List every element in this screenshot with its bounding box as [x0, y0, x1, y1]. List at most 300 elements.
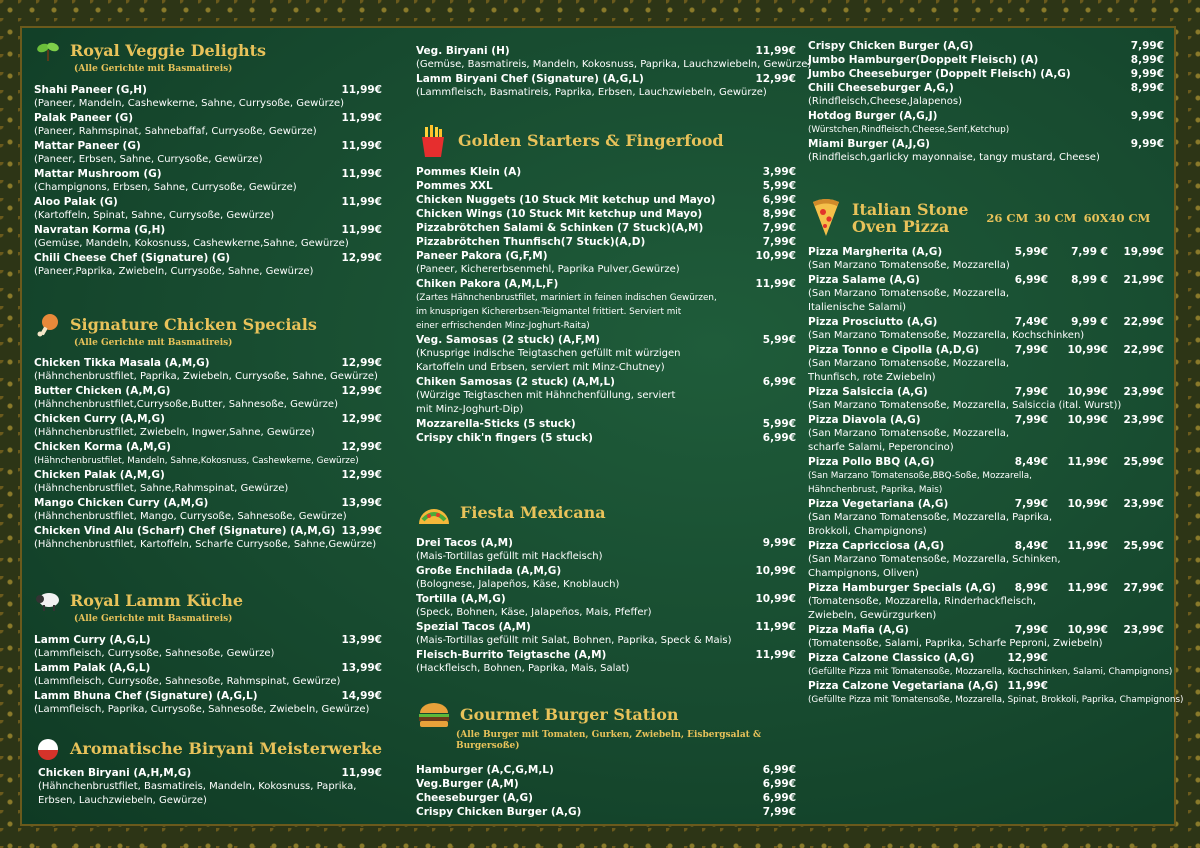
pizza-item [808, 539, 1164, 553]
pizza-item [808, 343, 1164, 357]
item-price: 9,99€ [1130, 68, 1164, 80]
price-60x40cm: 23,99€ [1123, 414, 1164, 426]
item-name: Spezial Tacos (A,M) [416, 621, 531, 633]
item-name: Crispy Chicken Burger (A,G) [416, 806, 582, 818]
menu-item [34, 633, 382, 647]
size-26cm: 26 CM [986, 211, 1029, 225]
item-price: 11,99€ [341, 84, 382, 96]
item-description: Zwiebeln, Gewürzgurken) [808, 610, 937, 621]
menu-item [34, 496, 382, 510]
item-description: (San Marzano Tomatensoße, Mozzarella) [808, 260, 1010, 271]
section-title: Fiesta Mexicana [460, 503, 606, 522]
item-description: (Hähnchenbrustfilet, Basmatireis, Mandeln, Kokosnuss, Paprika, [38, 781, 357, 792]
menu-item [416, 777, 796, 791]
item-name: Pizza Salsiccia (A,G) [808, 386, 928, 398]
item-price: 13,99€ [341, 525, 382, 537]
item-name: Chili Cheeseburger A,G,) [808, 82, 954, 94]
item-description: (San Marzano Tomatensoße, Mozzarella, [808, 288, 1009, 299]
item-description: Kartoffeln und Erbsen, serviert mit Minz-Chutney) [416, 362, 665, 373]
item-description: (Zartes Hähnchenbrustfilet, mariniert in feinen indischen Gewürzen, [416, 293, 717, 303]
item-description: (Mais-Tortillas gefüllt mit Hackfleisch) [416, 551, 603, 562]
item-description: (Kartoffeln, Spinat, Sahne, Currysoße, Gewürze) [34, 210, 275, 221]
menu-item [34, 384, 382, 398]
menu-item [416, 620, 796, 634]
price-26cm: 7,99€ [1014, 498, 1048, 510]
item-price: 6,99€ [762, 764, 796, 776]
menu-item [416, 791, 796, 805]
item-description: Erbsen, Lauchzwiebeln, Gewürze) [38, 795, 207, 806]
section-title: Royal Lamm Küche [70, 591, 244, 610]
price-30cm: 11,99€ [1067, 582, 1108, 594]
item-description: (Rindfleisch,Cheese,Jalapenos) [808, 96, 962, 107]
item-description: (Knusprige indische Teigtaschen gefüllt mit würzigen [416, 348, 681, 359]
price-30cm: 9,99 € [1071, 316, 1108, 328]
menu-item [416, 333, 796, 347]
price-30cm: 10,99€ [1067, 624, 1108, 636]
price-26cm: 8,99€ [1014, 582, 1048, 594]
item-description: (San Marzano Tomatensoße, Mozzarella, Salsiccia (ital. Wurst)) [808, 400, 1122, 411]
item-name: Pizza Vegetariana (A,G) [808, 498, 949, 510]
price-60x40cm [1108, 679, 1164, 693]
item-price: 11,99€ [341, 767, 382, 779]
price-60x40cm: 21,99€ [1123, 274, 1164, 286]
item-description: (Paneer, Mandeln, Cashewkerne, Sahne, Currysoße, Gewürze) [34, 98, 345, 109]
item-name: Pizza Pollo BBQ (A,G) [808, 456, 935, 468]
taco-icon [416, 498, 452, 528]
item-price: 3,99€ [762, 166, 796, 178]
item-name: Veg. Biryani (H) [416, 45, 510, 57]
item-price: 7,99€ [1130, 40, 1164, 52]
menu-item [416, 592, 796, 606]
size-60x40cm: 60X40 CM [1083, 211, 1151, 225]
size-30cm: 30 CM [1034, 211, 1077, 225]
section-title: Signature Chicken Specials [70, 315, 317, 334]
item-description: (Tomatensoße, Salami, Paprika, Scharfe Peproni, Zwiebeln) [808, 638, 1103, 649]
item-description: (Hähnchenbrustfilet, Kartoffeln, Scharfe Currysoße, Sahne,Gewürze) [34, 539, 377, 550]
price-30cm: 10,99€ [1067, 344, 1108, 356]
item-description: Brokkoli, Champignons) [808, 526, 927, 537]
section-title-line2: Oven Pizza [852, 217, 950, 236]
menu-item [416, 249, 796, 263]
item-name: Chiken Samosas (2 stuck) (A,M,L) [416, 376, 615, 388]
section-chicken [34, 312, 382, 552]
chicken-leg-icon [34, 312, 62, 338]
item-description: (San Marzano Tomatensoße, Mozzarella, Paprika, [808, 512, 1053, 523]
section-title: Italian Stone [852, 200, 969, 219]
item-name: Chicken Palak (A,M,G) [34, 469, 165, 481]
price-30cm: 10,99€ [1067, 414, 1108, 426]
item-description: (Champignons, Erbsen, Sahne, Currysoße, Gewürze) [34, 182, 297, 193]
item-price: 11,99€ [341, 112, 382, 124]
item-name: Chicken Korma (A,M,G) [34, 441, 171, 453]
item-name: Chili Cheese Chef (Signature) (G) [34, 252, 231, 264]
item-name: Cheeseburger (A,G) [416, 792, 533, 804]
price-60x40cm: 23,99€ [1123, 624, 1164, 636]
price-26cm: 6,99€ [1014, 274, 1048, 286]
menu-item [808, 67, 1164, 81]
item-name: Lamm Palak (A,G,L) [34, 662, 151, 674]
item-price: 8,99€ [1130, 54, 1164, 66]
item-name: Pizza Tonno e Cipolla (A,D,G) [808, 344, 980, 356]
item-name: Paneer Pakora (G,F,M) [416, 250, 548, 262]
section-title: Royal Veggie Delights [70, 41, 267, 60]
item-name: Chicken Tikka Masala (A,M,G) [34, 357, 210, 369]
item-name: Chicken Vind Alu (Scharf) Chef (Signature) (A,M,G) [34, 525, 336, 537]
item-description: Thunfisch, rote Zwiebeln) [808, 372, 936, 383]
menu-item [416, 193, 796, 207]
item-name: Pizza Calzone Classico (A,G) [808, 652, 975, 664]
item-description: (Würstchen,Rindfleisch,Cheese,Senf,Ketchup) [808, 125, 1010, 135]
item-list [416, 165, 796, 445]
item-name: Mattar Mushroom (G) [34, 168, 162, 180]
item-name: Große Enchilada (A,M,G) [416, 565, 562, 577]
item-name: Hotdog Burger (A,G,J) [808, 110, 938, 122]
price-60x40cm: 19,99€ [1123, 246, 1164, 258]
item-description: Italienische Salami) [808, 302, 907, 313]
menu-item [416, 221, 796, 235]
item-name: Pizza Margherita (A,G) [808, 246, 943, 258]
item-price: 10,99€ [755, 565, 796, 577]
item-price: 6,99€ [762, 792, 796, 804]
item-description: (Gemüse, Mandeln, Kokosnuss, Cashewkerne,Sahne, Gewürze) [34, 238, 349, 249]
item-list [34, 633, 382, 717]
item-name: Pommes Klein (A) [416, 166, 522, 178]
item-name: Crispy chik'n fingers (5 stuck) [416, 432, 593, 444]
item-list [416, 44, 812, 100]
pizza-item [808, 455, 1164, 469]
item-price: 10,99€ [755, 593, 796, 605]
section-title: Golden Starters & Fingerfood [458, 131, 724, 150]
item-price: 7,99€ [762, 236, 796, 248]
item-price: 7,99€ [762, 806, 796, 818]
menu-item [416, 165, 796, 179]
price-60x40cm: 25,99€ [1123, 540, 1164, 552]
section-burger [416, 700, 796, 819]
item-name: Pizza Salame (A,G) [808, 274, 920, 286]
item-description: (San Marzano Tomatensoße, Mozzarella, [808, 428, 1009, 439]
item-price: 11,99€ [341, 224, 382, 236]
item-name: Lamm Bhuna Chef (Signature) (A,G,L) [34, 690, 258, 702]
item-list [34, 356, 382, 552]
price-60x40cm: 27,99€ [1123, 582, 1164, 594]
price-60x40cm: 23,99€ [1123, 498, 1164, 510]
item-price: 6,99€ [762, 432, 796, 444]
price-26cm: 7,99€ [1014, 624, 1048, 636]
price-26cm: 8,49€ [1014, 456, 1048, 468]
menu-item [416, 805, 796, 819]
price-26cm: 5,99€ [1014, 246, 1048, 258]
item-name: Aloo Palak (G) [34, 196, 118, 208]
burger-icon [416, 700, 452, 730]
item-name: Chicken Curry (A,M,G) [34, 413, 165, 425]
item-list [34, 83, 382, 279]
price-26cm: 11,99€ [1007, 680, 1048, 692]
pizza-list [808, 245, 1184, 707]
item-description: (San Marzano Tomatensoße, Mozzarella, [808, 358, 1009, 369]
price-30cm [1048, 651, 1108, 665]
section-title: Aromatische Biryani Meisterwerke [70, 739, 383, 758]
item-price: 5,99€ [762, 418, 796, 430]
item-price: 13,99€ [341, 497, 382, 509]
menu-item [34, 468, 382, 482]
menu-item [34, 83, 382, 97]
pizza-item [808, 315, 1164, 329]
menu-item [416, 44, 796, 58]
section-subtitle: (Alle Gerichte mit Basmatireis) [74, 64, 233, 74]
item-name: Drei Tacos (A,M) [416, 537, 513, 549]
item-description: (Speck, Bohnen, Käse, Jalapeños, Mais, Pfeffer) [416, 607, 652, 618]
item-description: (Lammfleisch, Paprika, Currysoße, Sahnesoße, Zwiebeln, Gewürze) [34, 704, 370, 715]
section-biryani-continued [416, 44, 812, 100]
item-name: Crispy Chicken Burger (A,G) [808, 40, 974, 52]
section-subtitle: (Alle Gerichte mit Basmatireis) [74, 614, 233, 624]
item-price: 5,99€ [762, 180, 796, 192]
item-description: (Hähnchenbrustfilet,Currysoße,Butter, Sahnesoße, Gewürze) [34, 399, 338, 410]
pizza-item [808, 413, 1164, 427]
price-30cm [1048, 679, 1108, 693]
item-description: (Rindfleisch,garlicky mayonnaise, tangy mustard, Cheese) [808, 152, 1100, 163]
menu-item [34, 195, 382, 209]
item-description: (Hähnchenbrustfilet, Paprika, Zwiebeln, Currysoße, Sahne, Gewürze) [34, 371, 378, 382]
menu-item [808, 81, 1164, 95]
item-name: Miami Burger (A,J,G) [808, 138, 930, 150]
menu-item [34, 139, 382, 153]
menu-item [416, 179, 796, 193]
pizza-item [808, 385, 1164, 399]
item-name: Lamm Curry (A,G,L) [34, 634, 151, 646]
menu-item [34, 251, 382, 265]
item-name: Mattar Paneer (G) [34, 140, 141, 152]
menu-item [34, 356, 382, 370]
section-subtitle: (Alle Gerichte mit Basmatireis) [74, 338, 233, 348]
menu-item [34, 111, 382, 125]
item-name: Tortilla (A,M,G) [416, 593, 506, 605]
pizza-item [808, 651, 1164, 665]
item-description: (Hähnchenbrustfilet, Mango, Currysoße, Sahnesoße, Gewürze) [34, 511, 347, 522]
price-30cm: 11,99€ [1067, 540, 1108, 552]
item-description: im knusprigen Kichererbsen-Teigmantel frittiert. Serviert mit [416, 307, 682, 317]
item-name: Pizza Prosciutto (A,G) [808, 316, 938, 328]
item-price: 12,99€ [341, 385, 382, 397]
menu-item [416, 417, 796, 431]
item-price: 13,99€ [341, 634, 382, 646]
item-description: (Paneer, Erbsen, Sahne, Currysoße, Gewürze) [34, 154, 263, 165]
item-description: (Paneer, Kichererbsenmehl, Paprika Pulver,Gewürze) [416, 264, 680, 275]
menu-item [34, 412, 382, 426]
price-60x40cm: 23,99€ [1123, 386, 1164, 398]
price-26cm: 7,99€ [1014, 344, 1048, 356]
item-description: (Hähnchenbrustfilet, Zwiebeln, Ingwer,Sahne, Gewürze) [34, 427, 315, 438]
menu-item [34, 689, 382, 703]
item-list [416, 536, 796, 676]
item-price: 11,99€ [755, 278, 796, 290]
menu-item [416, 648, 796, 662]
menu-item [808, 137, 1164, 151]
item-name: Veg. Samosas (2 stuck) (A,F,M) [416, 334, 600, 346]
item-price: 11,99€ [755, 621, 796, 633]
item-price: 8,99€ [1130, 82, 1164, 94]
item-description: Champignons, Oliven) [808, 568, 919, 579]
item-name: Butter Chicken (A,M,G) [34, 385, 171, 397]
price-26cm: 7,99€ [1014, 414, 1048, 426]
sprout-icon [34, 38, 62, 64]
item-name: Palak Paneer (G) [34, 112, 134, 124]
item-name: Mozzarella-Sticks (5 stuck) [416, 418, 576, 430]
menu-item [808, 39, 1164, 53]
item-list [416, 763, 796, 819]
price-30cm: 10,99€ [1067, 498, 1108, 510]
item-price: 12,99€ [341, 469, 382, 481]
item-description: (Hähnchenbrustfilet, Sahne,Rahmspinat, Gewürze) [34, 483, 289, 494]
item-description: einer erfrischenden Minz-Joghurt-Raita) [416, 321, 590, 331]
menu-item [416, 564, 796, 578]
rice-bowl-icon [34, 736, 62, 762]
section-mexicana [416, 498, 796, 676]
item-price: 11,99€ [755, 45, 796, 57]
pizza-item [808, 273, 1164, 287]
item-price: 5,99€ [762, 334, 796, 346]
menu-item [416, 207, 796, 221]
item-price: 8,99€ [762, 208, 796, 220]
item-name: Mango Chicken Curry (A,M,G) [34, 497, 209, 509]
item-price: 6,99€ [762, 778, 796, 790]
item-price: 11,99€ [755, 649, 796, 661]
item-description: (Gefüllte Pizza mit Tomatensoße, Mozzarella, Kochschinken, Salami, Champignons) [808, 667, 1173, 677]
price-26cm: 8,49€ [1014, 540, 1048, 552]
section-pizza [808, 196, 1184, 707]
menu-item [416, 375, 796, 389]
item-description: (Tomatensoße, Mozzarella, Rinderhackfleisch, [808, 596, 1037, 607]
menu-item [34, 661, 382, 675]
item-price: 7,99€ [762, 222, 796, 234]
price-26cm: 12,99€ [1007, 652, 1048, 664]
item-name: Pizza Diavola (A,G) [808, 414, 921, 426]
item-description: scharfe Salami, Peperoncino) [808, 442, 954, 453]
menu-item [416, 763, 796, 777]
item-price: 12,99€ [341, 357, 382, 369]
item-description: (Lammfleisch, Currysoße, Sahnesoße, Rahmspinat, Gewürze) [34, 676, 341, 687]
section-lamm [34, 588, 382, 717]
item-price: 9,99€ [1130, 110, 1164, 122]
item-price: 12,99€ [755, 73, 796, 85]
menu-item [416, 235, 796, 249]
item-description: Hähnchenbrust, Paprika, Mais) [808, 485, 943, 495]
item-name: Jumbo Hamburger(Doppelt Fleisch) (A) [808, 54, 1039, 66]
item-name: Pizzabrötchen Salami & Schinken (7 Stuck)(A,M) [416, 222, 704, 234]
item-name: Chiken Pakora (A,M,L,F) [416, 278, 559, 290]
item-price: 12,99€ [341, 441, 382, 453]
price-26cm: 7,49€ [1014, 316, 1048, 328]
item-description: (Gemüse, Basmatireis, Mandeln, Kokosnuss, Paprika, Lauchzwiebeln, Gewürze) [416, 59, 812, 70]
item-price: 11,99€ [341, 168, 382, 180]
menu-item [808, 109, 1164, 123]
item-price: 11,99€ [341, 140, 382, 152]
pizza-item [808, 623, 1164, 637]
section-subtitle: (Alle Burger mit Tomaten, Gurken, Zwiebeln, Eisbergsalat & Burgersoße) [456, 730, 762, 751]
menu-item [34, 440, 382, 454]
item-list [808, 39, 1164, 165]
price-26cm: 7,99€ [1014, 386, 1048, 398]
item-price: 13,99€ [341, 662, 382, 674]
item-name: Fleisch-Burrito Teigtasche (A,M) [416, 649, 607, 661]
price-60x40cm: 25,99€ [1123, 456, 1164, 468]
menu-item [808, 53, 1164, 67]
item-price: 9,99€ [1130, 138, 1164, 150]
item-description: (Gefüllte Pizza mit Tomatensoße, Mozzarella, Spinat, Brokkoli, Paprika, Champignons) [808, 695, 1184, 705]
menu-item [34, 524, 382, 538]
item-description: (Würzige Teigtaschen mit Hähnchenfüllung, serviert [416, 390, 676, 401]
price-30cm: 11,99€ [1067, 456, 1108, 468]
item-description: (Hackfleisch, Bohnen, Paprika, Mais, Salat) [416, 663, 630, 674]
item-name: Hamburger (A,C,G,M,L) [416, 764, 554, 776]
price-60x40cm: 22,99€ [1123, 316, 1164, 328]
item-price: 9,99€ [762, 537, 796, 549]
menu-item [34, 167, 382, 181]
item-name: Jumbo Cheeseburger (Doppelt Fleisch) (A,G) [808, 68, 1071, 80]
item-price: 6,99€ [762, 376, 796, 388]
item-description: (San Marzano Tomatensoße, Mozzarella, Kochschinken) [808, 330, 1085, 341]
item-price: 12,99€ [341, 252, 382, 264]
biryani-first-item [34, 766, 382, 808]
item-name: Pizza Hamburger Specials (A,G) [808, 582, 996, 594]
price-30cm: 10,99€ [1067, 386, 1108, 398]
item-name: Chicken Biryani (A,H,M,G) [38, 767, 192, 779]
price-30cm: 7,99 € [1071, 246, 1108, 258]
item-description: mit Minz-Joghurt-Dip) [416, 404, 524, 415]
pizza-item [808, 497, 1164, 511]
sheep-icon [34, 588, 62, 614]
price-60x40cm [1108, 651, 1164, 665]
item-description: (Bolognese, Jalapeños, Käse, Knoblauch) [416, 579, 620, 590]
item-price: 11,99€ [341, 196, 382, 208]
item-name: Veg.Burger (A,M) [416, 778, 519, 790]
item-description: (Hähnchenbrustfilet, Mandeln, Sahne,Kokosnuss, Cashewkerne, Gewürze) [34, 456, 359, 466]
section-starters [416, 124, 796, 445]
pizza-icon [808, 196, 844, 240]
item-name: Pizza Capricciosa (A,G) [808, 540, 945, 552]
menu-item [416, 277, 796, 291]
item-description: (Paneer,Paprika, Zwiebeln, Currysoße, Sahne, Gewürze) [34, 266, 314, 277]
item-price: 12,99€ [341, 413, 382, 425]
price-30cm: 8,99 € [1071, 274, 1108, 286]
pizza-item [808, 581, 1164, 595]
item-price: 10,99€ [755, 250, 796, 262]
item-name: Navratan Korma (G,H) [34, 224, 166, 236]
menu-item [34, 223, 382, 237]
menu-item [416, 431, 796, 445]
item-description: (San Marzano Tomatensoße, Mozzarella, Schinken, [808, 554, 1061, 565]
menu-panel [22, 28, 1184, 824]
section-burger-continued [808, 39, 1164, 165]
menu-item [416, 536, 796, 550]
menu-item [416, 72, 796, 86]
item-price: 14,99€ [341, 690, 382, 702]
item-name: Pizza Mafia (A,G) [808, 624, 909, 636]
item-description: (San Marzano Tomatensoße,BBQ-Soße, Mozzarella, [808, 471, 1032, 481]
price-60x40cm: 22,99€ [1123, 344, 1164, 356]
section-biryani [34, 736, 382, 808]
item-description: (Mais-Tortillas gefüllt mit Salat, Bohnen, Paprika, Speck & Mais) [416, 635, 732, 646]
item-description: (Lammfleisch, Basmatireis, Paprika, Erbsen, Lauchzwiebeln, Gewürze) [416, 87, 767, 98]
item-description: (Paneer, Rahmspinat, Sahnebaffaf, Currysoße, Gewürze) [34, 126, 317, 137]
item-name: Pizzabrötchen Thunfisch(7 Stuck)(A,D) [416, 236, 646, 248]
item-name: Shahi Paneer (G,H) [34, 84, 147, 96]
item-name: Chicken Wings (10 Stuck Mit ketchup und Mayo) [416, 208, 703, 220]
fries-icon [416, 124, 450, 158]
item-price: 6,99€ [762, 194, 796, 206]
item-description: (Lammfleisch, Currysoße, Sahnesoße, Gewürze) [34, 648, 275, 659]
item-name: Lamm Biryani Chef (Signature) (A,G,L) [416, 73, 644, 85]
